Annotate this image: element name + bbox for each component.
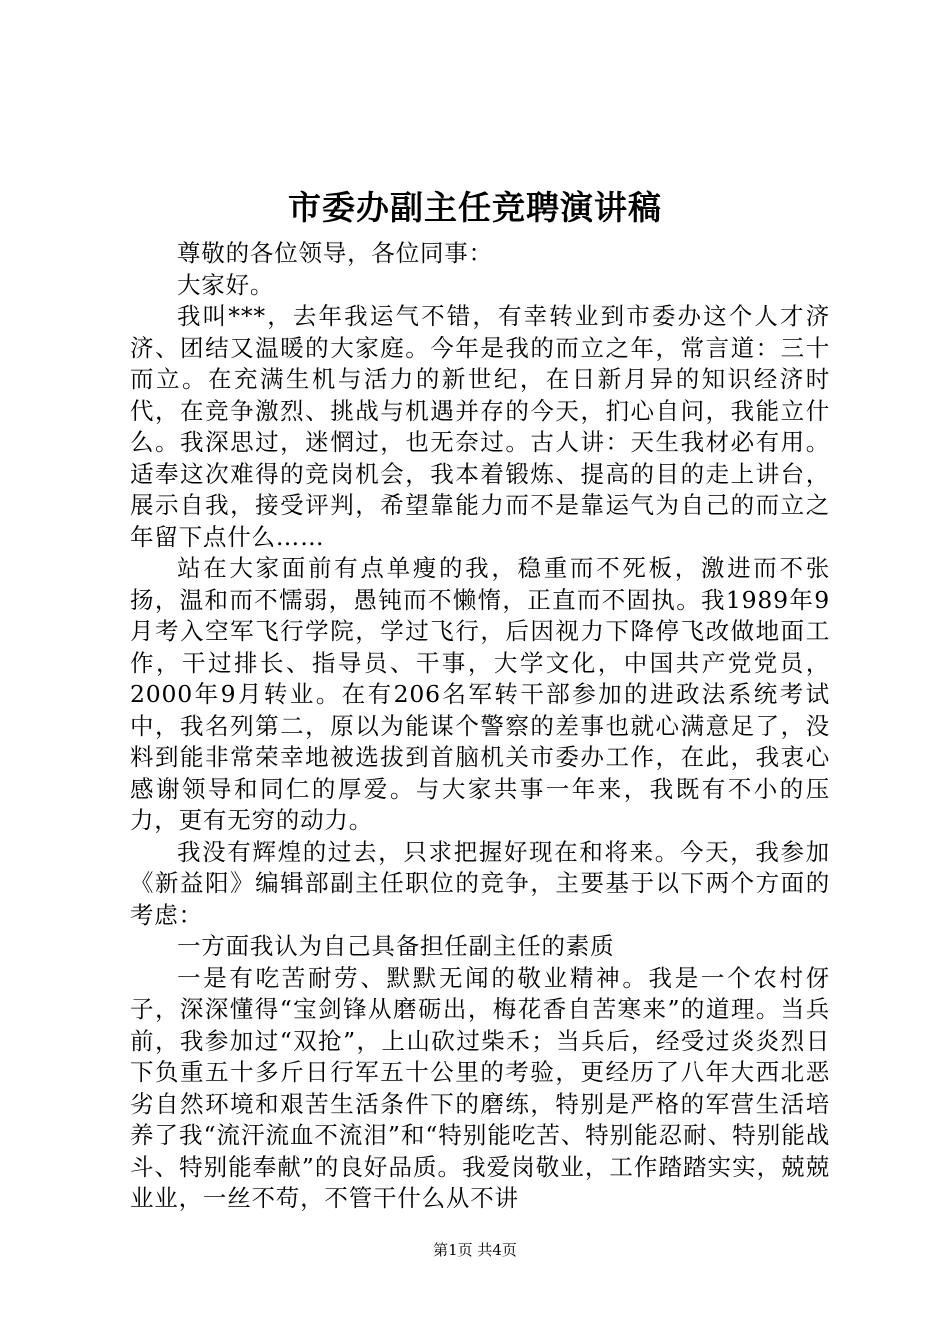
document-body <box>130 238 830 1215</box>
salutation-paragraph: 尊敬的各位领导，各位同事： <box>177 239 493 267</box>
page-footer: 第1页 共4页 <box>433 1241 517 1259</box>
section-heading: 一方面我认为自己具备担任副主任的素质 <box>177 932 615 960</box>
greeting-paragraph: 大家好。 <box>177 270 275 299</box>
body-paragraph: 站在大家面前有点单瘦的我，稳重而不死板，激进而不张扬，温和而不懦弱，愚钝而不懒惰，正直而不固执。我1989年9月考入空军飞行学院，学过飞行，后因视力下降停飞改做地面工作，干过排长、指导员、干事，大学文化，中国共产党党员，2000年9月转业。在有206名军转干部参加的进政法系统考试中，我名列第二，原以为能谋个警察的差事也就心满意足了，没料到能非常荣幸地被选拔到首脑机关市委办工作，在此，我衷心感谢领导和同仁的厚爱。与大家共事一年来，我既有不小的压力，更有无穷的动力。 <box>130 554 830 834</box>
body-paragraph: 一是有吃苦耐劳、默默无闻的敬业精神。我是一个农村伢子，深深懂得“宝剑锋从磨砺出，梅花香自苦寒来”的道理。当兵前，我参加过“双抢”，上山砍过柴禾；当兵后，经受过炎炎烈日下负重五十多斤日行军五十公里的考验，更经历了八年大西北恶劣自然环境和艰苦生活条件下的磨练，特别是严格的军营生活培养了我“流汗流血不流泪”和“特别能吃苦、特别能忍耐、特别能战斗、特别能奉献”的良好品质。我爱岗敬业，工作踏踏实实，兢兢业业，一丝不苟，不管干什么从不讲 <box>130 963 830 1212</box>
document-title: 市委办副主任竞聘演讲稿 <box>288 188 662 227</box>
body-paragraph: 我叫***，去年我运气不错，有幸转业到市委办这个人才济济、团结又温暖的大家庭。今年是我的而立之年，常言道：三十而立。在充满生机与活力的新世纪，在日新月异的知识经济时代，在竞争激烈、挑战与机遇并存的今天，扪心自问，我能立什么。我深思过，迷惘过，也无奈过。古人讲：天生我材必有用。适奉这次难得的竞岗机会，我本着锻炼、提高的目的走上讲台，展示自我，接受评判，希望靠能力而不是靠运气为自己的而立之年留下点什么…… <box>130 302 830 551</box>
body-paragraph: 我没有辉煌的过去，只求把握好现在和将来。今天，我参加《新益阳》编辑部副主任职位的竞争，主要基于以下两个方面的考虑： <box>130 837 830 929</box>
